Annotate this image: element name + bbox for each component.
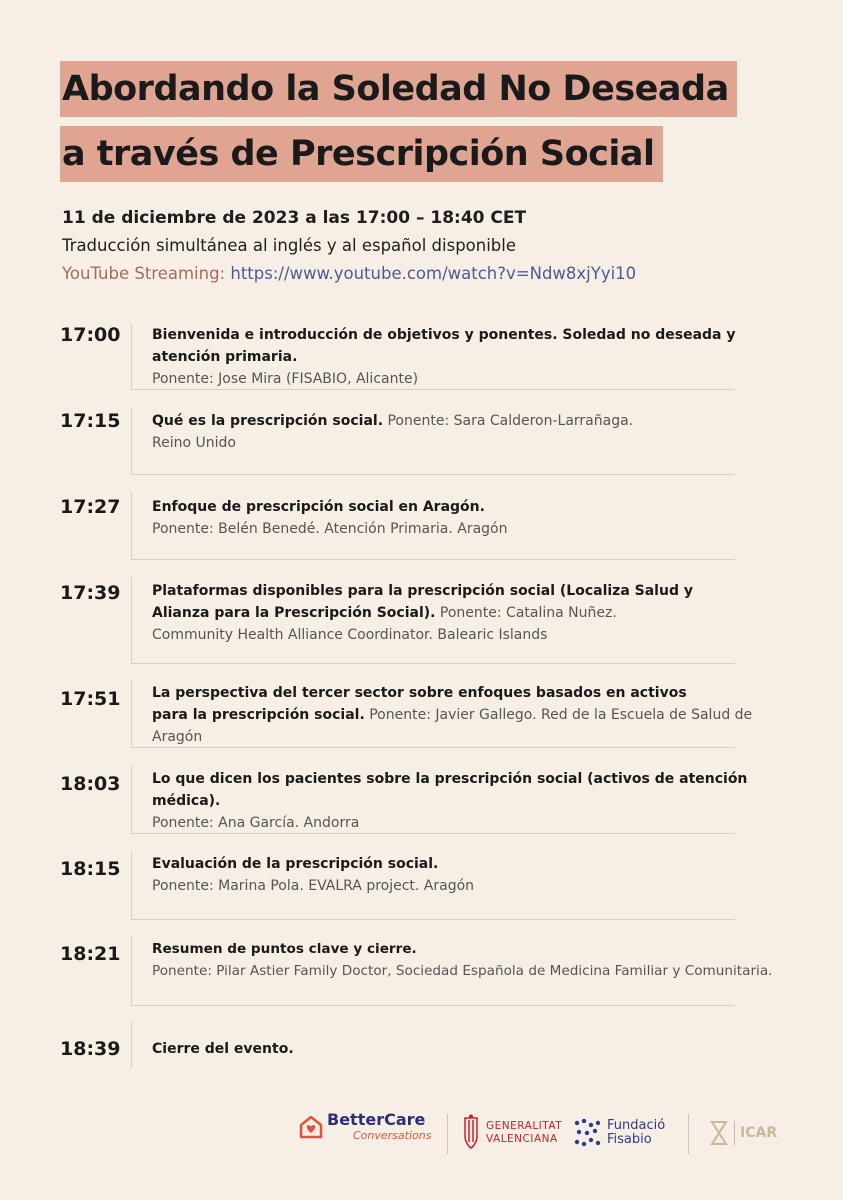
divider xyxy=(131,1005,735,1006)
divider xyxy=(131,765,132,833)
heart-house-icon xyxy=(299,1115,323,1139)
divider xyxy=(131,474,735,475)
bettercare-name: BetterCare xyxy=(327,1110,426,1129)
agenda-time: 17:00 xyxy=(60,324,121,346)
agenda-time: 18:03 xyxy=(60,773,121,795)
divider xyxy=(131,919,735,920)
agenda-item-title: Bienvenida e introducción de objetivos y ponentes. Soledad no deseada y atención primaria. xyxy=(152,327,736,365)
divider xyxy=(131,492,132,559)
youtube-link[interactable]: https://www.youtube.com/watch?v=Ndw8xjYyi10 xyxy=(230,264,637,283)
agenda-item-title: Enfoque de prescripción social en Aragón. xyxy=(152,499,485,515)
agenda-item-title: Qué es la prescripción social. xyxy=(152,413,384,429)
agenda-item xyxy=(152,496,802,540)
coat-of-arms-icon xyxy=(462,1114,480,1152)
hourglass-icon xyxy=(710,1120,728,1146)
agenda-time: 18:15 xyxy=(60,858,121,880)
agenda-speaker: Ponente: Catalina Nuñez. xyxy=(439,605,617,621)
agenda-speaker: Ponente: Javier Gallego. Red de la Escuela de Salud de Aragón xyxy=(152,707,753,745)
agenda-time: 17:27 xyxy=(60,496,121,518)
agenda-time: 17:15 xyxy=(60,410,121,432)
agenda-item-title-cont: para la prescripción social. xyxy=(152,707,365,723)
agenda-item xyxy=(152,938,802,982)
divider xyxy=(131,936,132,1005)
event-date: 11 de diciembre de 2023 a las 17:00 – 18:40 CET xyxy=(62,208,527,228)
agenda-item-title: Resumen de puntos clave y cierre. xyxy=(152,941,417,957)
divider xyxy=(447,1114,448,1154)
fisabio-dots-icon xyxy=(574,1118,602,1148)
bettercare-sub: Conversations xyxy=(353,1129,432,1142)
divider xyxy=(131,747,735,748)
agenda-item xyxy=(152,1038,802,1060)
agenda-speaker-detail: Community Health Alliance Coordinator. Balearic Islands xyxy=(152,627,548,643)
agenda-speaker: Ponente: Jose Mira (FISABIO, Alicante) xyxy=(152,371,419,387)
agenda-speaker: Ponente: Marina Pola. EVALRA project. Aragón xyxy=(152,878,475,894)
fisabio-line1: Fundació xyxy=(607,1118,666,1133)
icar-logo xyxy=(710,1120,777,1146)
agenda-speaker: Ponente: Belén Benedé. Atención Primaria. Aragón xyxy=(152,521,508,537)
youtube-label: YouTube Streaming: xyxy=(62,264,226,283)
divider xyxy=(688,1114,689,1154)
agenda-item xyxy=(152,768,802,834)
agenda-item xyxy=(152,580,802,646)
divider xyxy=(131,1022,132,1068)
agenda-item xyxy=(152,410,802,454)
generalitat-line1: GENERALITAT xyxy=(486,1120,563,1132)
page-title-line-2: a través de Prescripción Social xyxy=(60,126,663,182)
agenda-item-title: Plataformas disponibles para la prescripción social (Localiza Salud y xyxy=(152,583,693,599)
agenda-item xyxy=(152,682,802,748)
agenda-item-title: La perspectiva del tercer sector sobre enfoques basados en activos xyxy=(152,685,687,701)
agenda-time: 18:21 xyxy=(60,943,121,965)
agenda-speaker: Ponente: Pilar Astier Family Doctor, Sociedad Española de Medicina Familiar y Comunitaria. xyxy=(152,963,773,979)
icar-name: ICAR xyxy=(740,1125,778,1141)
agenda-speaker: Ponente: Sara Calderon-Larrañaga. xyxy=(387,413,634,429)
generalitat-line2: VALENCIANA xyxy=(486,1133,558,1145)
divider xyxy=(131,389,735,390)
fisabio-line2: Fisabio xyxy=(607,1132,652,1147)
divider xyxy=(131,324,132,389)
agenda-item-title-cont: Alianza para la Prescripción Social). xyxy=(152,605,436,621)
agenda-item xyxy=(152,324,802,390)
divider xyxy=(131,833,735,834)
agenda-time: 18:39 xyxy=(60,1038,121,1060)
fisabio-logo xyxy=(574,1118,665,1148)
divider xyxy=(131,663,735,664)
generalitat-logo xyxy=(462,1114,562,1152)
youtube-streaming xyxy=(62,264,636,283)
bettercare-logo xyxy=(299,1112,431,1141)
agenda-item-title: Cierre del evento. xyxy=(152,1041,294,1057)
agenda-time: 17:39 xyxy=(60,582,121,604)
agenda-item xyxy=(152,853,802,897)
page-title-line-1: Abordando la Soledad No Deseada xyxy=(60,61,737,117)
divider xyxy=(131,559,735,560)
divider xyxy=(131,680,132,747)
translation-note: Traducción simultánea al inglés y al español disponible xyxy=(62,236,517,255)
divider xyxy=(131,577,132,663)
divider xyxy=(131,851,132,919)
divider xyxy=(131,407,132,474)
agenda-item-title: Lo que dicen los pacientes sobre la prescripción social (activos de atención médica). xyxy=(152,771,748,809)
agenda-item-title: Evaluación de la prescripción social. xyxy=(152,856,439,872)
agenda-speaker-detail: Reino Unido xyxy=(152,435,236,451)
agenda-speaker: Ponente: Ana García. Andorra xyxy=(152,815,360,831)
agenda-time: 17:51 xyxy=(60,688,121,710)
